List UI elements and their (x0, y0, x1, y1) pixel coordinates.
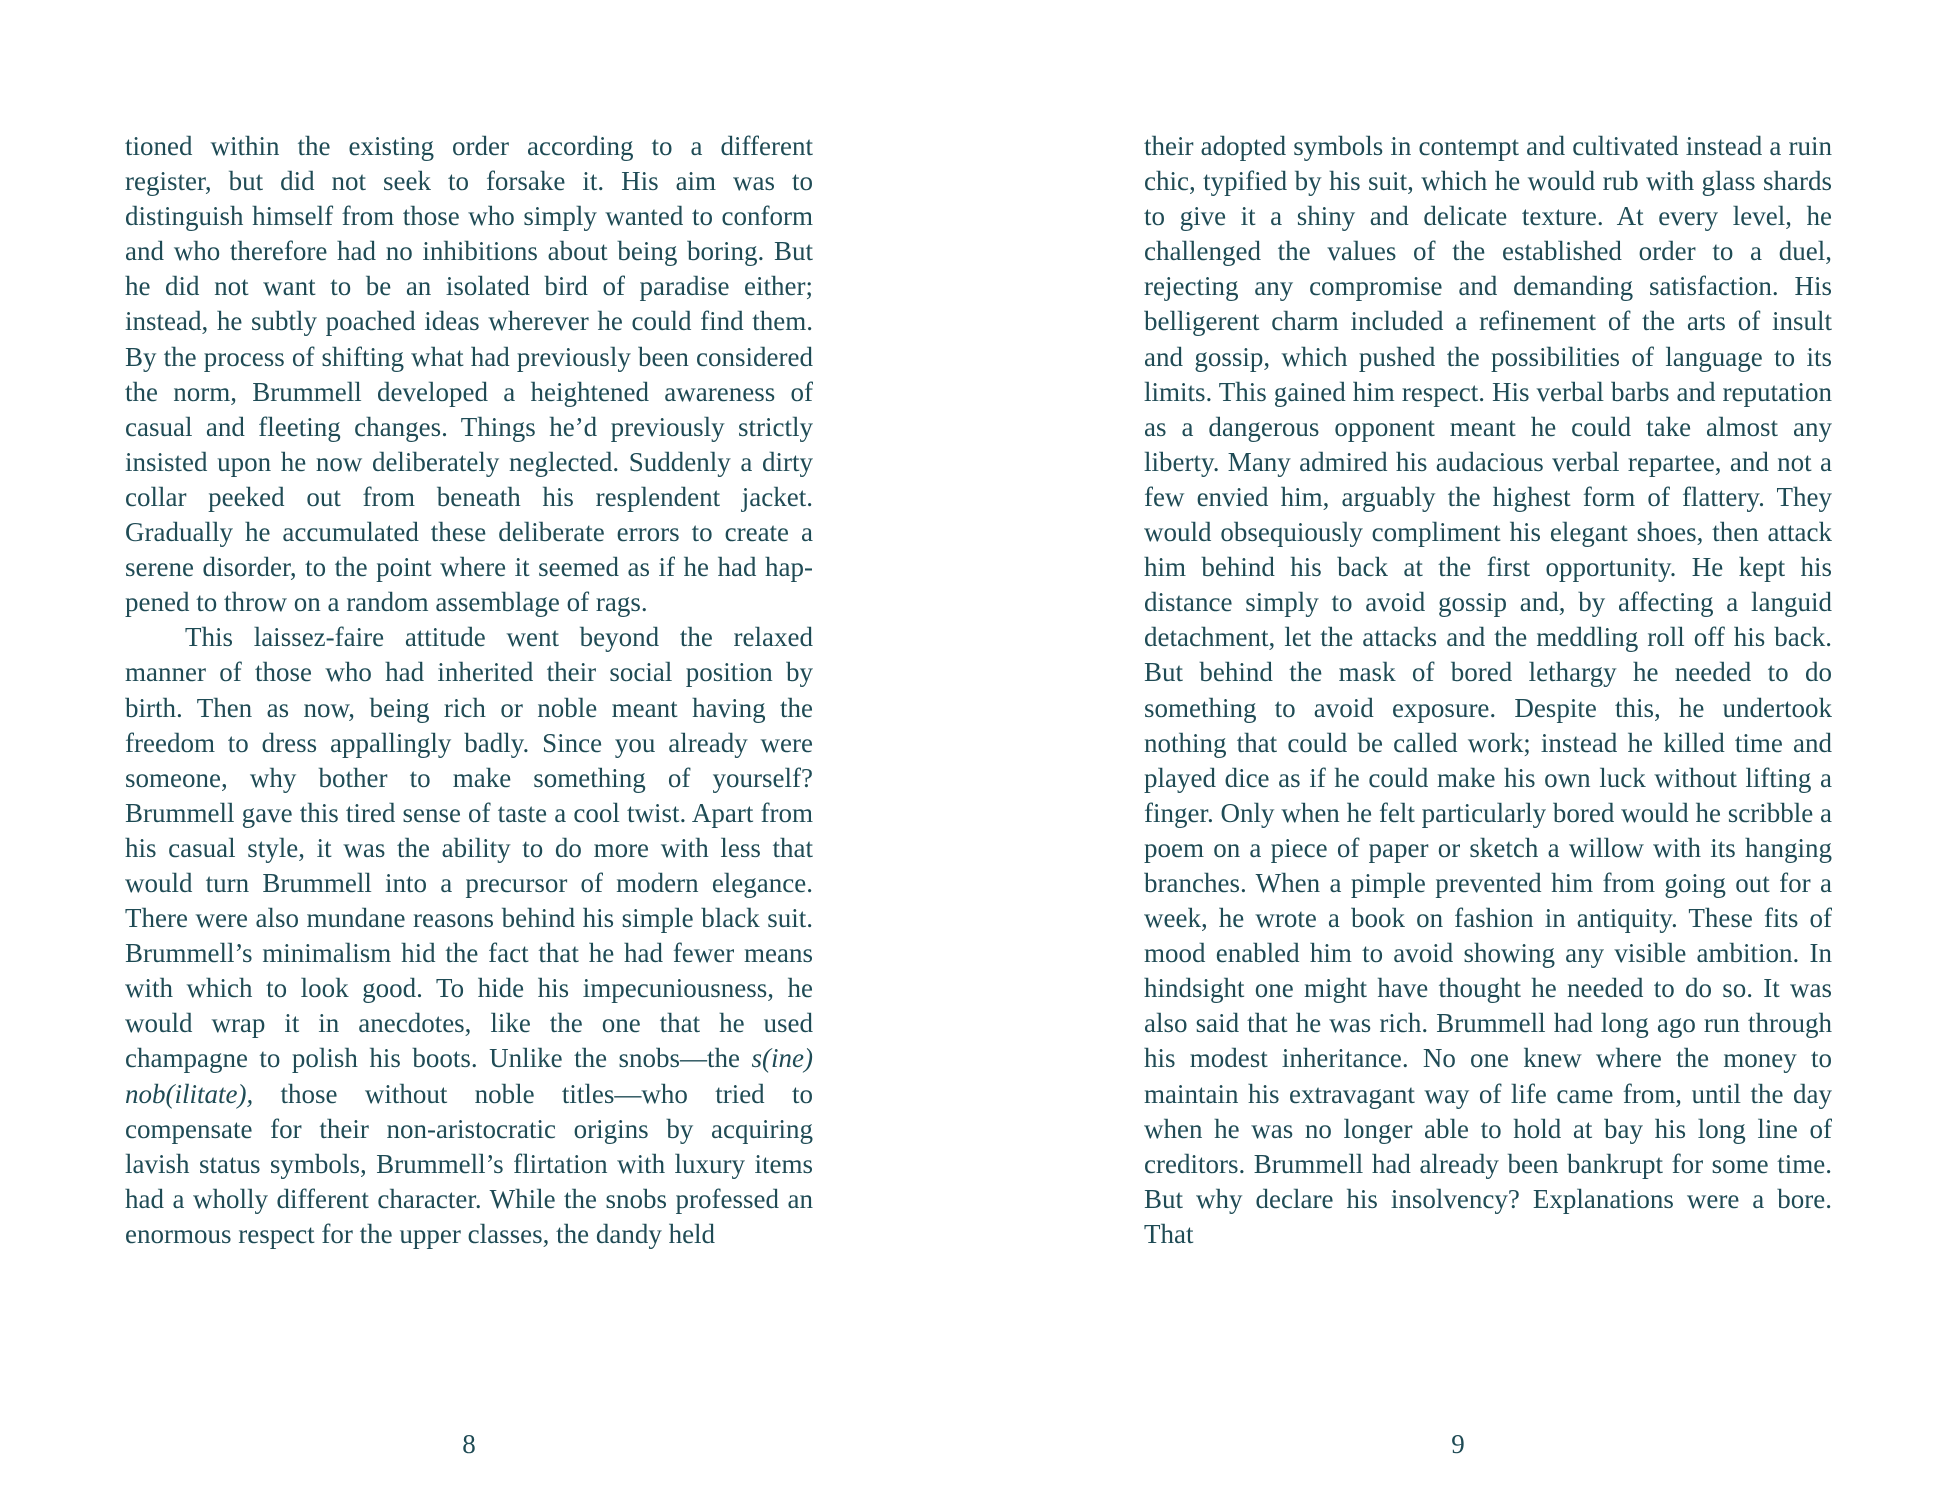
paragraph (1144, 129, 1832, 1252)
paragraph (125, 129, 813, 620)
paragraph (125, 620, 813, 1252)
text-run: their adopted symbols in contempt and cultivated instead a ruin chic, typified by his suit, which he would rub with glass shards to give it a shiny and delicate texture. At every level, he challenged the values of the established order to a duel, rejecting any compromise and demanding satisfaction. His belligerent charm included a refinement of the arts of insult and gossip, which pushed the possibilities of language to its limits. This gained him respect. His verbal barbs and reputation as a dangerous opponent meant he could take almost any liberty. Many admired his audacious verbal repartee, and not a few envied him, arguably the highest form of flattery. They would obsequiously compliment his elegant shoes, then attack him behind his back at the first opportunity. He kept his distance simply to avoid gossip and, by affecting a languid detachment, let the attacks and the meddling roll off his back. But behind the mask of bored lethargy he needed to do something to avoid exposure. Despite this, he undertook nothing that could be called work; instead he killed time and played dice as if he could make his own luck without lifting a finger. Only when he felt particularly bored would he scribble a poem on a piece of paper or sketch a willow with its hanging branches. When a pimple prevented him from going out for a week, he wrote a book on fashion in antiquity. These fits of mood enabled him to avoid showing any visible ambition. In hindsight one might have thought he needed to do so. It was also said that he was rich. Brummell had long ago run through his modest inheritance. No one knew where the money to maintain his extravagant way of life came from, until the day when he was no longer able to hold at bay his long line of creditors. Brummell had already been bankrupt for some time. But why declare his insolvency? Explanations were a bore. That (1144, 131, 1832, 1249)
text-run: tioned within the existing order according to a different register, but did not seek to forsake it. His aim was to distinguish himself from those who simply wanted to conform and who therefore had no inhibitions about being boring. But he did not want to be an isolated bird of paradise either; instead, he subtly poached ideas wherever he could find them. By the process of shifting what had previously been considered the norm, Brummell developed a heightened awareness of casual and fleeting changes. Things he’d previously strictly insisted upon he now deliberately neglected. Suddenly a dirty collar peeked out from beneath his resplendent jacket. Gradually he accumulated these deliberate errors to create a serene disorder, to the point where it seemed as if he had happened to throw on a random assemblage of rags. (125, 131, 813, 618)
right-page (973, 0, 1946, 1497)
page-number: 9 (1451, 1429, 1465, 1459)
text-run: This laissez-faire attitude went beyond the relaxed manner of those who had inherited their social position by birth. Then as now, being rich or noble meant having the freedom to dress appallingly badly. Since you already were someone, why bother to make something of yourself? Brummell gave this tired sense of taste a cool twist. Apart from his casual style, it was the ability to do more with less that would turn Brummell into a precursor of modern elegance. There were also mundane reasons behind his simple black suit. Brummell’s minimalism hid the fact that he had fewer means with which to look good. To hide his impecuniousness, he would wrap it in anecdotes, like the one that he used champagne to polish his boots. Unlike the snobs—the (125, 622, 813, 1074)
page-number: 8 (462, 1429, 476, 1459)
italic-text-run: s(ine) nob(ilitate), (125, 1043, 813, 1109)
right-page-text-column (1144, 129, 1832, 1252)
text-run: those without noble titles—who tried to compensate for their non-aristocratic origins by acquiring lavish status symbols, Brummell’s flirtation with luxury items had a wholly different character. While the snobs professed an enormous respect for the upper classes, the dandy held (125, 1078, 813, 1249)
left-page-text-column (125, 129, 813, 1252)
